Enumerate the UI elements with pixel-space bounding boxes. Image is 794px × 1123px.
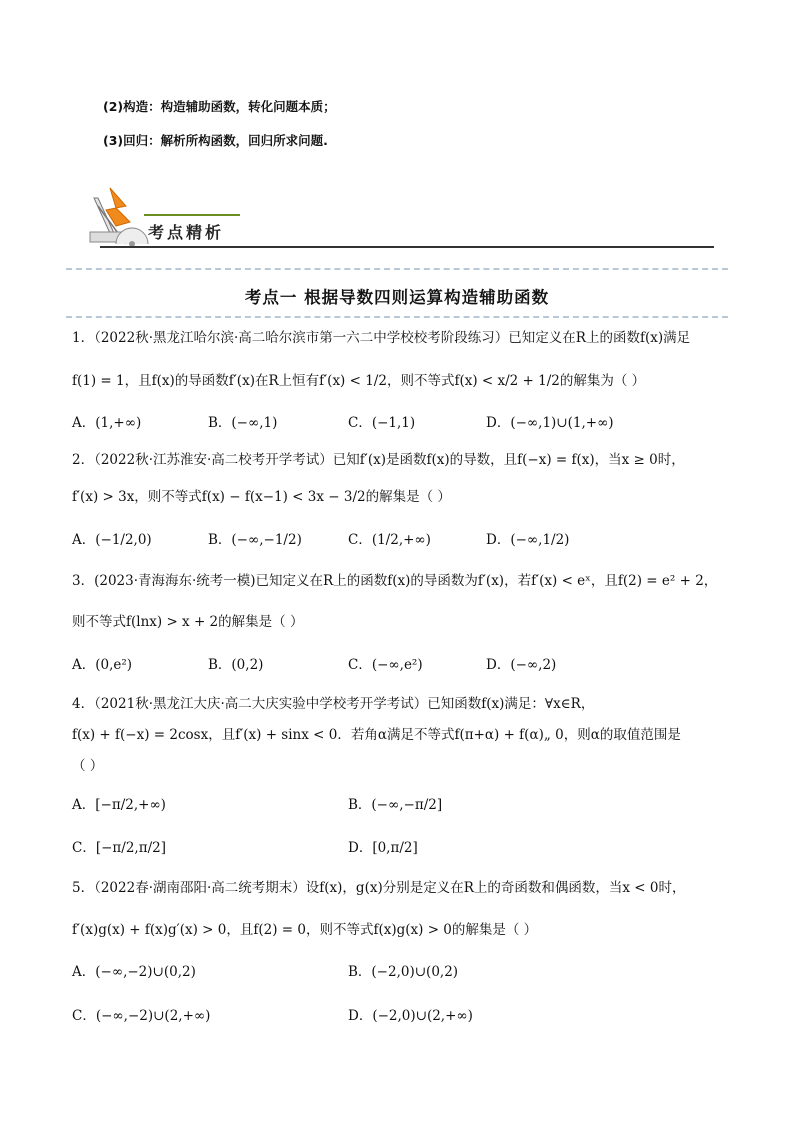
question-1-option-a: A．(1,+∞) — [72, 415, 142, 431]
question-2-line-1: 2．（2022秋·江苏淮安·高二校考开学考试）已知f′(x)是函数f(x)的导数，且f(−x) = f(x)，当x ≥ 0时， — [72, 452, 685, 468]
dashed-divider-bottom — [66, 316, 728, 318]
question-1-option-c: C．(−1,1) — [348, 415, 416, 431]
question-1-option-b: B．(−∞,1) — [208, 415, 278, 431]
banner-underline — [100, 246, 714, 248]
banner-label: 考点精析 — [148, 223, 225, 242]
question-1-line-1: 1．（2022秋·黑龙江哈尔滨·高二哈尔滨市第一六二中学校校考阶段练习）已知定义在R上的函数f(x)满足 — [72, 330, 691, 346]
question-5-option-a: A．(−∞,−2)∪(0,2) — [72, 964, 196, 980]
question-5-option-b: B．(−2,0)∪(0,2) — [348, 964, 459, 980]
question-4-line-3: （ ） — [72, 758, 104, 774]
question-4-option-b: B．(−∞,−π/2] — [348, 797, 443, 813]
question-3-line-1: 3．(2023·青海海东·统考一模)已知定义在R上的函数f(x)的导函数为f′(x)，若f′(x) < eˣ，且f(2) = e² + 2， — [72, 573, 718, 589]
question-3-line-2: 则不等式f(lnx) > x + 2的解集是（ ） — [72, 614, 304, 630]
question-2-line-2: f′(x) > 3x，则不等式f(x) − f(x−1) < 3x − 3/2的解集是（ ） — [72, 489, 451, 505]
question-4-option-a: A．[−π/2,+∞) — [72, 797, 166, 813]
question-1-line-2: f(1) = 1，且f(x)的导函数f′(x)在R上恒有f′(x) < 1/2，则不等式f(x) < x/2 + 1/2的解集为（ ） — [72, 373, 646, 389]
question-3-option-d: D．(−∞,2) — [486, 657, 557, 673]
question-4-line-1: 4．（2021秋·黑龙江大庆·高二大庆实验中学校考开学考试）已知函数f(x)满足：∀x∈R， — [72, 696, 595, 712]
question-4-option-c: C．[−π/2,π/2] — [72, 840, 166, 856]
question-2-option-d: D．(−∞,1/2) — [486, 532, 570, 548]
question-1-option-d: D．(−∞,1)∪(1,+∞) — [486, 415, 614, 431]
question-2-option-a: A．(−1/2,0) — [72, 532, 152, 548]
step-2: (2)构造：构造辅助函数，转化问题本质； — [103, 99, 336, 114]
step-3: (3)回归：解析所构函数，回归所求问题. — [103, 133, 328, 148]
question-5-option-d: D．(−2,0)∪(2,+∞) — [348, 1008, 473, 1024]
question-3-option-a: A．(0,e²) — [72, 657, 133, 673]
question-3-option-b: B．(0,2) — [208, 657, 264, 673]
question-2-option-b: B．(−∞,−1/2) — [208, 532, 302, 548]
question-5-line-2: f′(x)g(x) + f(x)g′(x) > 0，且f(2) = 0，则不等式f(x)g(x) > 0的解集是（ ） — [72, 922, 538, 938]
section-title: 考点一 根据导数四则运算构造辅助函数 — [244, 288, 550, 307]
dashed-divider-top — [66, 268, 728, 270]
question-4-option-d: D．[0,π/2] — [348, 840, 418, 856]
question-5-line-1: 5．（2022春·湖南邵阳·高二统考期末）设f(x)，g(x)分别是定义在R上的奇函数和偶函数，当x < 0时， — [72, 880, 686, 896]
banner-accent-line — [144, 214, 240, 216]
question-4-line-2: f(x) + f(−x) = 2cosx，且f′(x) + sinx < 0．若角α满足不等式f(π+α) + f(α)„ 0，则α的取值范围是 — [72, 727, 681, 743]
question-3-option-c: C．(−∞,e²) — [348, 657, 423, 673]
question-5-option-c: C．(−∞,−2)∪(2,+∞) — [72, 1008, 211, 1024]
question-2-option-c: C．(1/2,+∞) — [348, 532, 431, 548]
